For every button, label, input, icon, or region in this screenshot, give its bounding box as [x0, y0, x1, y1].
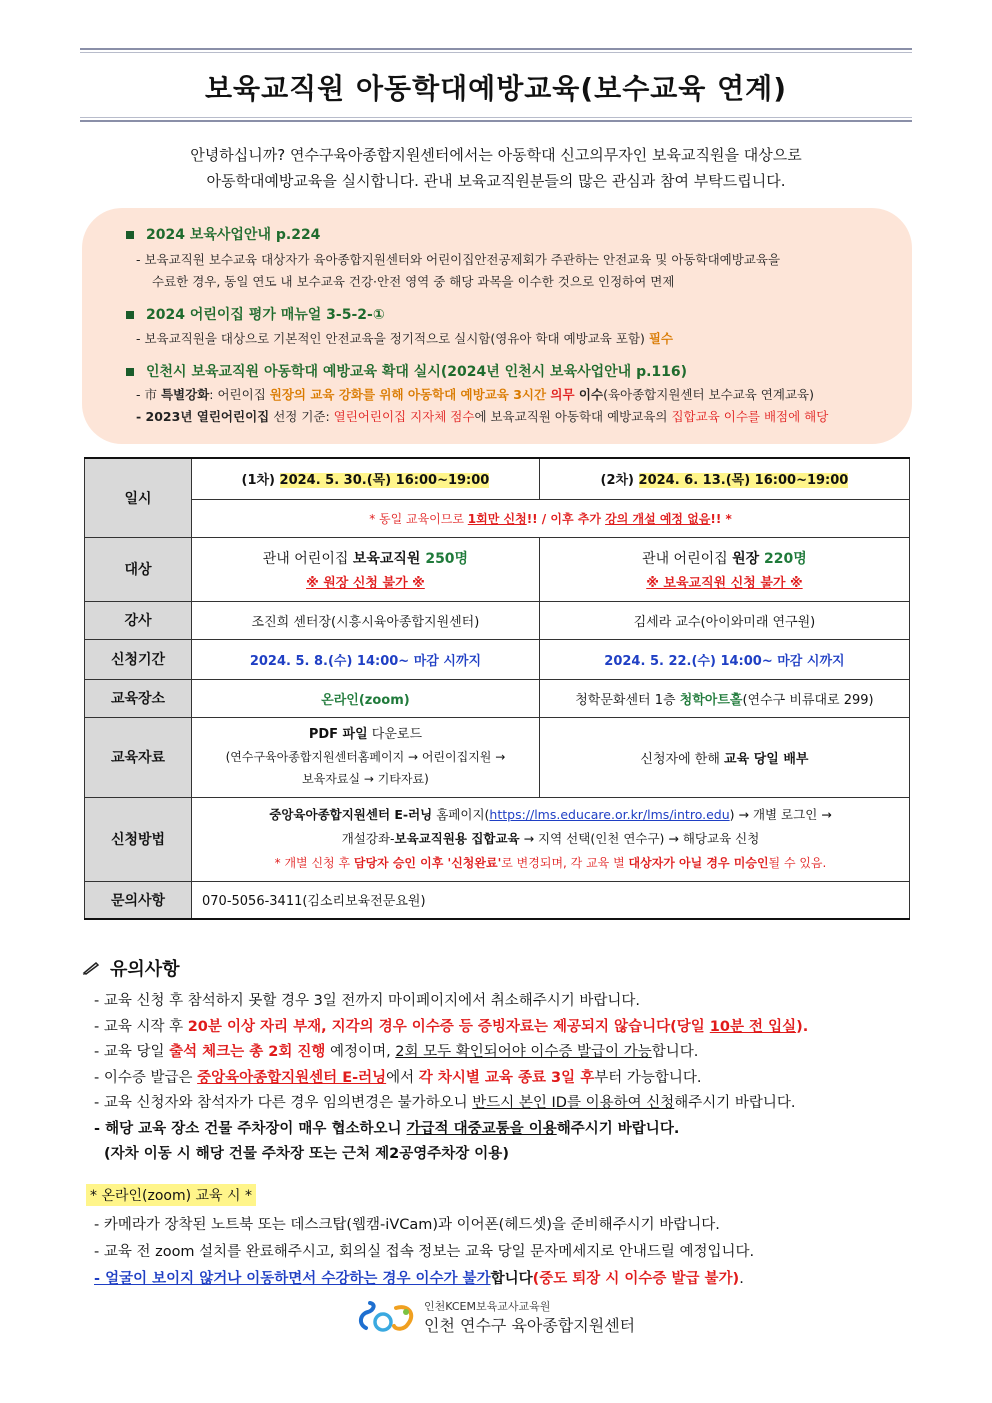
table-row — [85, 601, 910, 639]
elearning-link[interactable]: https://lms.educare.or.kr/lms/intro.edu — [489, 807, 730, 822]
text: 출석 체크는 총 2회 진행 — [169, 1044, 326, 1060]
box-heading-3-text: 인천시 보육교직원 아동학대 예방교육 확대 실시(2024년 인천시 보육사업안내 p.116) — [146, 364, 688, 380]
text: (육아종합지원센터 보수교육 연계교육) — [603, 387, 814, 402]
text: 250명 — [425, 550, 469, 567]
online-item — [82, 1266, 922, 1293]
regulation-box — [82, 208, 912, 444]
target-1-note: ※ 원장 신청 불가 ※ — [306, 575, 425, 591]
box-heading-3 — [126, 361, 687, 381]
text: - 교육 신청자와 참석자가 다른 경우 임의변경은 불가하오니 — [94, 1095, 473, 1111]
method-line-2 — [198, 827, 903, 851]
text: 선정 기준: — [269, 409, 334, 424]
text: 에 보육교직원 아동학대 예방교육의 — [474, 409, 672, 424]
text: 10분 전 입실 — [709, 1018, 797, 1035]
lecturer-1: 조진희 센터장(시흥시육아종합지원센터) — [192, 601, 540, 639]
title-rule-bottom — [80, 120, 912, 122]
text: 청학아트홀 — [679, 692, 743, 708]
box-heading-2 — [126, 304, 385, 324]
note-item: (자차 이동 시 해당 건물 주차장 또는 근처 제2공영주차장 이용) — [104, 1146, 509, 1162]
text: (중도 퇴장 시 이수증 발급 불가) — [532, 1271, 740, 1287]
text: 집합교육 이수를 배점에 해당 — [671, 409, 829, 424]
table-row — [85, 639, 910, 679]
text: 2회 모두 확인되어야 이수증 발급이 가능 — [395, 1044, 652, 1060]
target-1 — [198, 548, 533, 568]
info-table — [84, 457, 910, 920]
note-item — [82, 1015, 922, 1041]
text: 20분 이상 자리 부재, 지각의 경우 이수증 등 증빙자료는 제공되지 않습니다(당일 — [187, 1018, 710, 1035]
date-cell-1 — [192, 458, 540, 499]
page-title: 보육교직원 아동학대예방교육(보수교육 연계) — [204, 72, 787, 105]
table-row — [85, 499, 910, 537]
material-1-line-1 — [198, 724, 533, 746]
table-row — [85, 881, 910, 919]
text: - 2023년 — [136, 409, 197, 424]
text: 관내 어린이집 — [642, 550, 733, 567]
lecturer-2: 김세라 교수(아이와미래 연구원) — [539, 601, 909, 639]
table-row — [85, 458, 910, 499]
text: 부터 가능합니다. — [594, 1069, 702, 1086]
row-label-target: 대상 — [85, 537, 192, 601]
text: 해주시기 바랍니다. — [556, 1120, 680, 1137]
notes-heading-text: 유의사항 — [110, 959, 180, 980]
row-label-venue: 교육장소 — [85, 679, 192, 717]
text: 열린어린이집 — [196, 409, 270, 424]
table-row — [85, 537, 910, 601]
text: 중앙육아종합지원센터 E-러닝 — [197, 1069, 387, 1086]
text: - 이수증 발급은 — [94, 1069, 198, 1086]
row-label-contact: 문의사항 — [85, 881, 192, 919]
text: (연수구 비류대로 299) — [742, 692, 874, 708]
text: 특별강화 — [160, 387, 210, 402]
box-line — [136, 329, 673, 347]
text: → 지역 선택(인천 연수구) → 해당교육 신청 — [519, 831, 760, 846]
period-1: 2024. 5. 8.(수) 14:00~ 마감 시까지 — [192, 639, 540, 679]
text: - 교육 당일 — [94, 1044, 170, 1060]
online-item: - 교육 전 zoom 설치를 완료해주시고, 회의실 접속 정보는 교육 당일 문자메세지로 안내드릴 예정입니다. — [94, 1244, 755, 1260]
square-bullet-icon — [126, 368, 134, 376]
material-1 — [192, 717, 540, 797]
text: 강의 개설 예정 없음 — [605, 511, 711, 526]
box-heading-2-text: 2024 어린이집 평가 매뉴얼 3-5-2-① — [146, 307, 385, 323]
text: 될 수 있음. — [768, 856, 827, 870]
text: 교육 당일 배부 — [724, 751, 809, 767]
text: - 보육교직원을 대상으로 기본적인 안전교육을 정기적으로 실시함(영유아 학대 예방교육 포함) — [136, 331, 649, 346]
box-line: - 보육교직원 보수교육 대상자가 육아종합지원센터와 어린이집안전공제회가 주관하는 안전교육 및 아동학대예방교육을 — [136, 252, 781, 267]
text: 각 차시별 교육 종료 3일 후 — [418, 1069, 595, 1086]
text: 원장의 교육 강화를 위해 아동학대 예방교육 3시간 — [269, 387, 547, 402]
text: (1차) — [241, 473, 280, 489]
square-bullet-icon — [126, 311, 134, 319]
box-line — [136, 385, 814, 403]
material-1-line-3: 보육자료실 → 기타자료) — [302, 772, 429, 786]
venue-1: 온라인(zoom) — [192, 679, 540, 717]
note-item — [82, 1091, 922, 1117]
text: PDF 파일 — [308, 727, 368, 742]
method-line-1 — [198, 803, 903, 827]
text: - 교육 시작 후 — [94, 1018, 188, 1035]
text: . — [739, 1271, 744, 1287]
footer — [356, 1298, 656, 1338]
text: 합니다. — [651, 1044, 699, 1060]
text: 열린어린이집 지자체 점수 — [333, 409, 475, 424]
text: - 해당 교육 장소 건물 주차장이 매우 협소하오니 — [94, 1120, 407, 1137]
text: * 개별 신청 후 — [274, 856, 354, 870]
row-label-period: 신청기간 — [85, 639, 192, 679]
online-tag: * 온라인(zoom) 교육 시 * — [86, 1184, 256, 1206]
text: 합니다 — [490, 1271, 533, 1287]
text: 원장 — [732, 550, 765, 567]
text: ) → 개별 로그인 → — [729, 807, 832, 822]
method-line-3 — [198, 851, 903, 875]
intro-line-2: 아동학대예방교육을 실시합니다. 관내 보육교직원분들의 많은 관심과 참여 부탁드립니다. — [206, 172, 786, 190]
table-row — [85, 797, 910, 881]
period-2: 2024. 5. 22.(수) 14:00~ 마감 시까지 — [539, 639, 909, 679]
text: 보육교직원용 집합교육 — [394, 831, 520, 846]
date-note — [192, 499, 910, 537]
text: - 市 — [136, 387, 161, 402]
method-cell — [192, 797, 910, 881]
online-item: - 카메라가 장착된 노트북 또는 데스크탑(웹캠-iVCam)과 이어폰(헤드셋)을 준비해주시기 바랍니다. — [94, 1217, 720, 1233]
required-badge: 필수 — [648, 331, 674, 346]
text: !! / 이후 추가 — [526, 511, 606, 526]
footer-org-2: 인천 연수구 육아종합지원센터 — [424, 1316, 636, 1335]
box-line: 수료한 경우, 동일 연도 내 보수교육 건강·안전 영역 중 해당 과목을 이수한 것으로 인정하여 면제 — [152, 274, 675, 289]
row-label-lecturer: 강사 — [85, 601, 192, 639]
box-line — [136, 407, 828, 425]
text: 로 변경되며, 각 교육 별 — [501, 856, 629, 870]
text: 관내 어린이집 — [262, 550, 353, 567]
notes-section — [82, 955, 922, 1168]
text: 에서 — [386, 1069, 419, 1086]
box-heading-1-text: 2024 보육사업안내 p.224 — [146, 227, 321, 243]
text: 예정이며, — [325, 1044, 396, 1060]
text: 반드시 본인 ID를 이용하여 신청 — [472, 1095, 675, 1111]
table-row — [85, 717, 910, 797]
date-cell-2 — [539, 458, 909, 499]
row-label-material: 교육자료 — [85, 717, 192, 797]
text: 대상자가 아닐 경우 미승인 — [628, 856, 769, 870]
text: 다운로드 — [367, 727, 423, 742]
text: 이수 — [578, 387, 604, 402]
title-rule-top — [80, 48, 912, 50]
notes-heading — [82, 955, 922, 981]
text: 홈페이지( — [432, 807, 490, 822]
text: 해주시기 바랍니다. — [674, 1095, 796, 1111]
material-1-line-2: (연수구육아종합지원센터홈페이지 → 어린이집지원 → — [225, 750, 506, 764]
note-item — [82, 1066, 922, 1092]
target-cell-2 — [539, 537, 909, 601]
target-2-note: ※ 보육교직원 신청 불가 ※ — [646, 575, 803, 591]
text: * 동일 교육이므로 — [369, 511, 468, 526]
text: 의무 — [546, 387, 579, 402]
text: 중앙육아종합지원센터 E-러닝 — [269, 807, 433, 822]
intro-line-1: 안녕하십니까? 연수구육아종합지원센터에서는 아동학대 신고의무자인 보육교직원을 대상으로 — [190, 146, 802, 164]
online-section — [82, 1184, 922, 1293]
text: - 얼굴이 보이지 않거나 이동하면서 수강하는 경우 이수가 불가 — [94, 1271, 491, 1287]
note-item: - 교육 신청 후 참석하지 못할 경우 3일 전까지 마이페이지에서 취소해주시기 바랍니다. — [94, 993, 641, 1009]
title-bar — [80, 48, 912, 124]
text: 가급적 대중교통을 이용 — [406, 1120, 557, 1137]
intro-text — [80, 142, 912, 194]
text: : 어린이집 — [209, 387, 270, 402]
text: 1회만 신청 — [467, 511, 527, 526]
table-row — [85, 679, 910, 717]
text: 신청자에 한해 — [640, 751, 725, 767]
title-rule-top-thin — [80, 52, 912, 53]
title-rule-bottom-thin — [80, 117, 912, 118]
target-cell-1 — [192, 537, 540, 601]
center-logo-icon — [356, 1300, 418, 1334]
venue-2 — [539, 679, 909, 717]
footer-org-1: 인천KCEM보육교사교육원 — [424, 1300, 551, 1313]
text: 개설강좌- — [341, 831, 395, 846]
text: 보육교직원 — [352, 550, 426, 567]
text: 220명 — [764, 550, 807, 567]
text: (2차) — [600, 473, 639, 489]
material-2 — [539, 717, 909, 797]
row-label-date: 일시 — [85, 458, 192, 537]
text: 청학문화센터 1층 — [575, 692, 680, 708]
target-2 — [546, 548, 903, 568]
text: !! * — [710, 511, 732, 526]
date-1: 2024. 5. 30.(목) 16:00~19:00 — [279, 473, 490, 489]
note-item — [82, 1040, 922, 1066]
date-2: 2024. 6. 13.(목) 16:00~19:00 — [638, 473, 849, 489]
contact: 070-5056-3411(김소리보육전문요원) — [192, 881, 910, 919]
text: ). — [796, 1018, 809, 1035]
square-bullet-icon — [126, 231, 134, 239]
row-label-method: 신청방법 — [85, 797, 192, 881]
text: 담당자 승인 이후 '신청완료' — [353, 856, 502, 870]
note-item — [82, 1117, 922, 1143]
pencil-icon — [82, 959, 100, 980]
box-heading-1 — [126, 224, 320, 244]
